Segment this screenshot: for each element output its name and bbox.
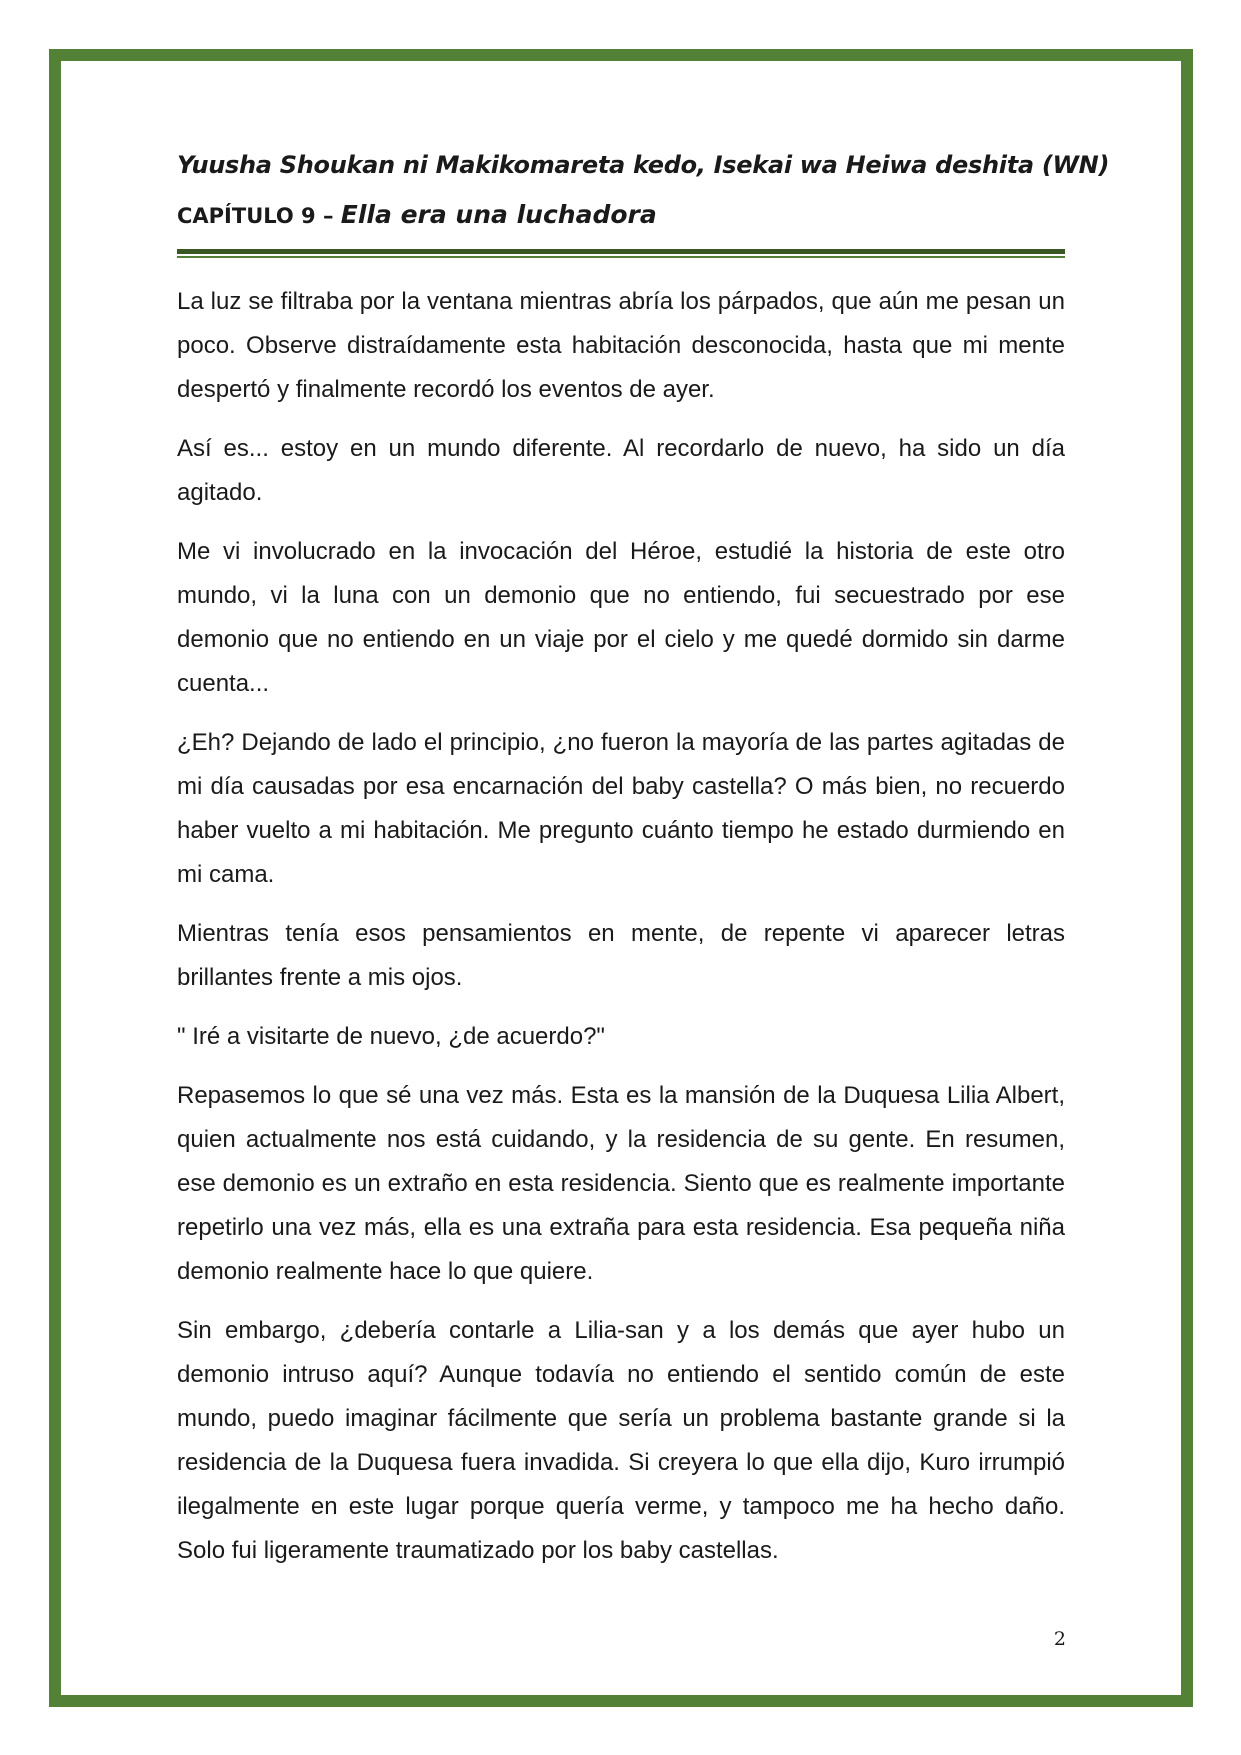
paragraph: Mientras tenía esos pensamientos en mente, de repente vi aparecer letras brillantes frente a mis ojos. xyxy=(177,920,1065,991)
paragraph: Así es... estoy en un mundo diferente. Al recordarlo de nuevo, ha sido un día agitado. xyxy=(177,435,1065,506)
series-title: Yuusha Shoukan ni Makikomareta kedo, Isekai wa Heiwa deshita (WN) xyxy=(177,151,1110,179)
paragraph: ¿Eh? Dejando de lado el principio, ¿no fueron la mayoría de las partes agitadas de mi día causadas por esa encarnación del baby castella? O más bien, no recuerdo haber vuelto a mi habitación. Me pregunto cuánto tiempo he estado durmiendo en mi cama. xyxy=(177,729,1065,888)
paragraph: Repasemos lo que sé una vez más. Esta es la mansión de la Duquesa Lilia Albert, quien actualmente nos está cuidando, y la residencia de su gente. En resumen, ese demonio es un extraño en esta residencia. Siento que es realmente importante repetirlo una vez más, ella es una extraña para esta residencia. Esa pequeña niña demonio realmente hace lo que quiere. xyxy=(177,1082,1065,1285)
header-rule-thick xyxy=(177,249,1065,254)
header-rule-thin xyxy=(177,256,1065,258)
chapter-header xyxy=(177,140,1110,258)
chapter-body xyxy=(177,280,1065,1573)
chapter-title: Ella era una luchadora xyxy=(340,200,657,229)
paragraph: Me vi involucrado en la invocación del Héroe, estudié la historia de este otro mundo, vi la luna con un demonio que no entiendo, fui secuestrado por ese demonio que no entiendo en un viaje por el cielo y me quedé dormido sin darme cuenta... xyxy=(177,538,1065,697)
chapter-heading xyxy=(177,190,1065,243)
paragraph: " Iré a visitarte de nuevo, ¿de acuerdo?" xyxy=(177,1023,605,1050)
page-number: 2 xyxy=(1053,1628,1066,1650)
paragraph: Sin embargo, ¿debería contarle a Lilia-san y a los demás que ayer hubo un demonio intruso aquí? Aunque todavía no entiendo el sentido común de este mundo, puedo imaginar fácilmente que sería un problema bastante grande si la residencia de la Duquesa fuera invadida. Si creyera lo que ella dijo, Kuro irrumpió ilegalmente en este lugar porque quería verme, y tampoco me ha hecho daño. Solo fui ligeramente traumatizado por los baby castellas. xyxy=(177,1317,1065,1564)
paragraph: La luz se filtraba por la ventana mientras abría los párpados, que aún me pesan un poco. Observe distraídamente esta habitación desconocida, hasta que mi mente despertó y finalmente recordó los eventos de ayer. xyxy=(177,288,1065,403)
page-content xyxy=(177,140,1110,1588)
chapter-label: CAPÍTULO 9 – xyxy=(177,204,341,228)
